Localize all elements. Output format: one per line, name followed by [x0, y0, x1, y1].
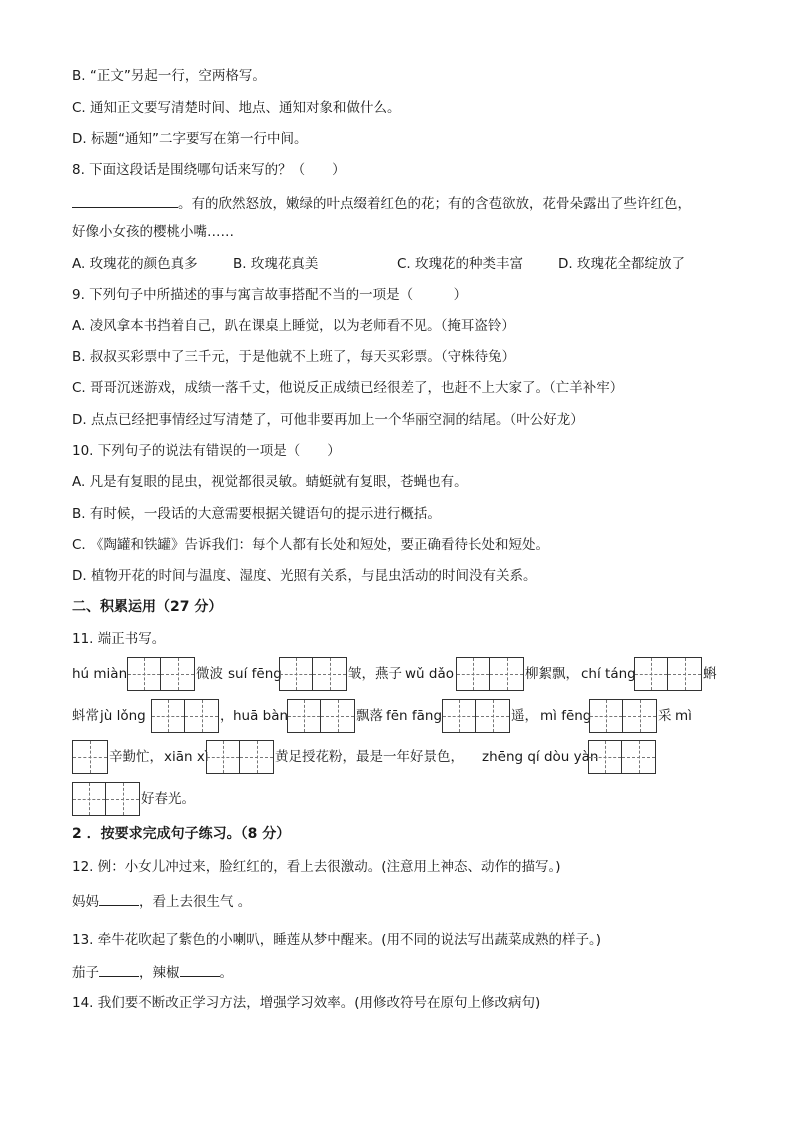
- writing-grid[interactable]: [287, 699, 355, 733]
- q8-option-b: B. 玫瑰花真美: [233, 256, 319, 272]
- q14-stem: 14. 我们要不断改正学习方法，增强学习效率。(用修改符号在原句上修改病句): [72, 995, 541, 1011]
- q12-text: ，看上去很生气 。: [139, 894, 252, 910]
- q11-text: 采: [658, 708, 672, 724]
- q11-text: 辛勤忙，: [109, 749, 163, 765]
- q10-option-c: C. 《陶罐和铁罐》告诉我们：每个人都有长处和短处，要正确看待长处和短处。: [72, 537, 550, 553]
- q12-stem: 12. 例：小女儿冲过来，脸红红的，看上去很激动。(注意用上神态、动作的描写。): [72, 859, 561, 875]
- pinyin-hua-ban: huā bàn: [233, 708, 289, 724]
- pinyin-sui-feng: suí fēng: [228, 666, 282, 682]
- writing-grid[interactable]: [279, 657, 347, 691]
- writing-grid[interactable]: [634, 657, 702, 691]
- q8-option-a: A. 玫瑰花的颜色真多: [72, 256, 198, 272]
- q13-answer-blank-1[interactable]: [99, 962, 139, 977]
- q7-option-c: C. 通知正文要写清楚时间、地点、通知对象和做什么。: [72, 100, 401, 116]
- pinyin-xian-xi: xiān xì: [164, 749, 209, 765]
- writing-grid[interactable]: [72, 782, 140, 816]
- pinyin-hu-mian: hú miàn: [72, 666, 128, 682]
- q13-text: 。: [219, 965, 233, 981]
- q7-option-b: B. “正文”另起一行，空两格写。: [72, 68, 266, 84]
- subsection-heading: 2 ．按要求完成句子练习。（8 分）: [72, 826, 291, 842]
- q11-text: 微波: [196, 666, 223, 682]
- q8-passage-line1: [72, 192, 691, 214]
- q10-option-a: A. 凡是有复眼的昆虫，视觉都很灵敏。蜻蜓就有复眼，苍蝇也有。: [72, 474, 468, 490]
- section-heading: 二、积累运用（27 分）: [72, 599, 223, 615]
- q13-stem: 13. 牵牛花吹起了紫色的小喇叭，睡莲从梦中醒来。(用不同的说法写出蔬菜成熟的样子。): [72, 932, 602, 948]
- q11-text: 皱，燕子: [348, 666, 402, 682]
- q9-option-a: A. 凌风拿本书挡着自己，趴在课桌上睡觉，以为老师看不见。（掩耳盗铃）: [72, 318, 515, 334]
- writing-grid[interactable]: [206, 740, 274, 774]
- pinyin-mi-feng: mì fēng: [540, 708, 592, 724]
- q11-text: ，: [220, 708, 234, 724]
- q13-answer-blank-2[interactable]: [180, 962, 220, 977]
- q11-text: 遥，: [511, 708, 538, 724]
- q10-option-d: D. 植物开花的时间与温度、湿度、光照有关系，与昆虫活动的时间没有关系。: [72, 568, 537, 584]
- q8-passage-line2: 好像小女孩的樱桃小嘴……: [72, 224, 234, 240]
- q13-answer-line: [72, 962, 233, 983]
- q8-stem: 8. 下面这段话是围绕哪句话来写的？（ ）: [72, 162, 346, 178]
- q9-option-c: C. 哥哥沉迷游戏，成绩一落千丈，他说反正成绩已经很差了，也赶不上大家了。（亡羊补牢）: [72, 380, 624, 396]
- pinyin-wu-dao: wǔ dǎo: [405, 666, 454, 682]
- q12-answer-blank[interactable]: [99, 891, 139, 906]
- writing-grid[interactable]: [442, 699, 510, 733]
- q10-option-b: B. 有时候，一段话的大意需要根据关键语句的提示进行概括。: [72, 506, 441, 522]
- q7-option-d: D. 标题“通知”二字要写在第一行中间。: [72, 131, 308, 147]
- q9-stem: 9. 下列句子中所描述的事与寓言故事搭配不当的一项是（ ）: [72, 287, 468, 303]
- q13-text: ，辣椒: [139, 965, 180, 981]
- pinyin-fen-fang: fēn fāng: [386, 708, 443, 724]
- q11-text: 蝌: [703, 666, 717, 682]
- q11-text: 蚪常: [72, 708, 99, 724]
- pinyin-mi: mì: [675, 708, 692, 724]
- q8-passage-text: 。有的欣然怒放，嫩绿的叶点缀着红色的花；有的含苞欲放，花骨朵露出了些许红色，: [178, 196, 691, 212]
- writing-grid[interactable]: [588, 740, 656, 774]
- q11-text: 黄足授花粉，最是一年好景色，: [275, 749, 464, 765]
- q11-text: 飘落: [356, 708, 383, 724]
- q13-text: 茄子: [72, 965, 99, 981]
- pinyin-chi-tang: chí táng: [581, 666, 636, 682]
- writing-grid[interactable]: [72, 740, 108, 774]
- q12-text: 妈妈: [72, 894, 99, 910]
- q9-option-b: B. 叔叔买彩票中了三千元，于是他就不上班了，每天买彩票。（守株待兔）: [72, 349, 516, 365]
- q8-option-d: D. 玫瑰花全都绽放了: [558, 256, 685, 272]
- q11-text: 柳絮飘，: [525, 666, 579, 682]
- pinyin-zheng-qi-dou-yan: zhēng qí dòu yàn: [482, 749, 599, 765]
- q10-stem: 10. 下列句子的说法有错误的一项是（ ）: [72, 443, 341, 459]
- q11-text: 好春光。: [141, 791, 195, 807]
- q8-option-c: C. 玫瑰花的种类丰富: [397, 256, 524, 272]
- q12-answer-line: [72, 891, 251, 912]
- writing-grid[interactable]: [151, 699, 219, 733]
- q8-answer-blank[interactable]: [72, 192, 178, 208]
- writing-grid[interactable]: [456, 657, 524, 691]
- q9-option-d: D. 点点已经把事情经过写清楚了，可他非要再加上一个华丽空洞的结尾。（叶公好龙）: [72, 412, 584, 428]
- writing-grid[interactable]: [589, 699, 657, 733]
- writing-grid[interactable]: [127, 657, 195, 691]
- pinyin-ju-long: jù lǒng: [100, 708, 146, 724]
- q11-stem: 11. 端正书写。: [72, 631, 166, 647]
